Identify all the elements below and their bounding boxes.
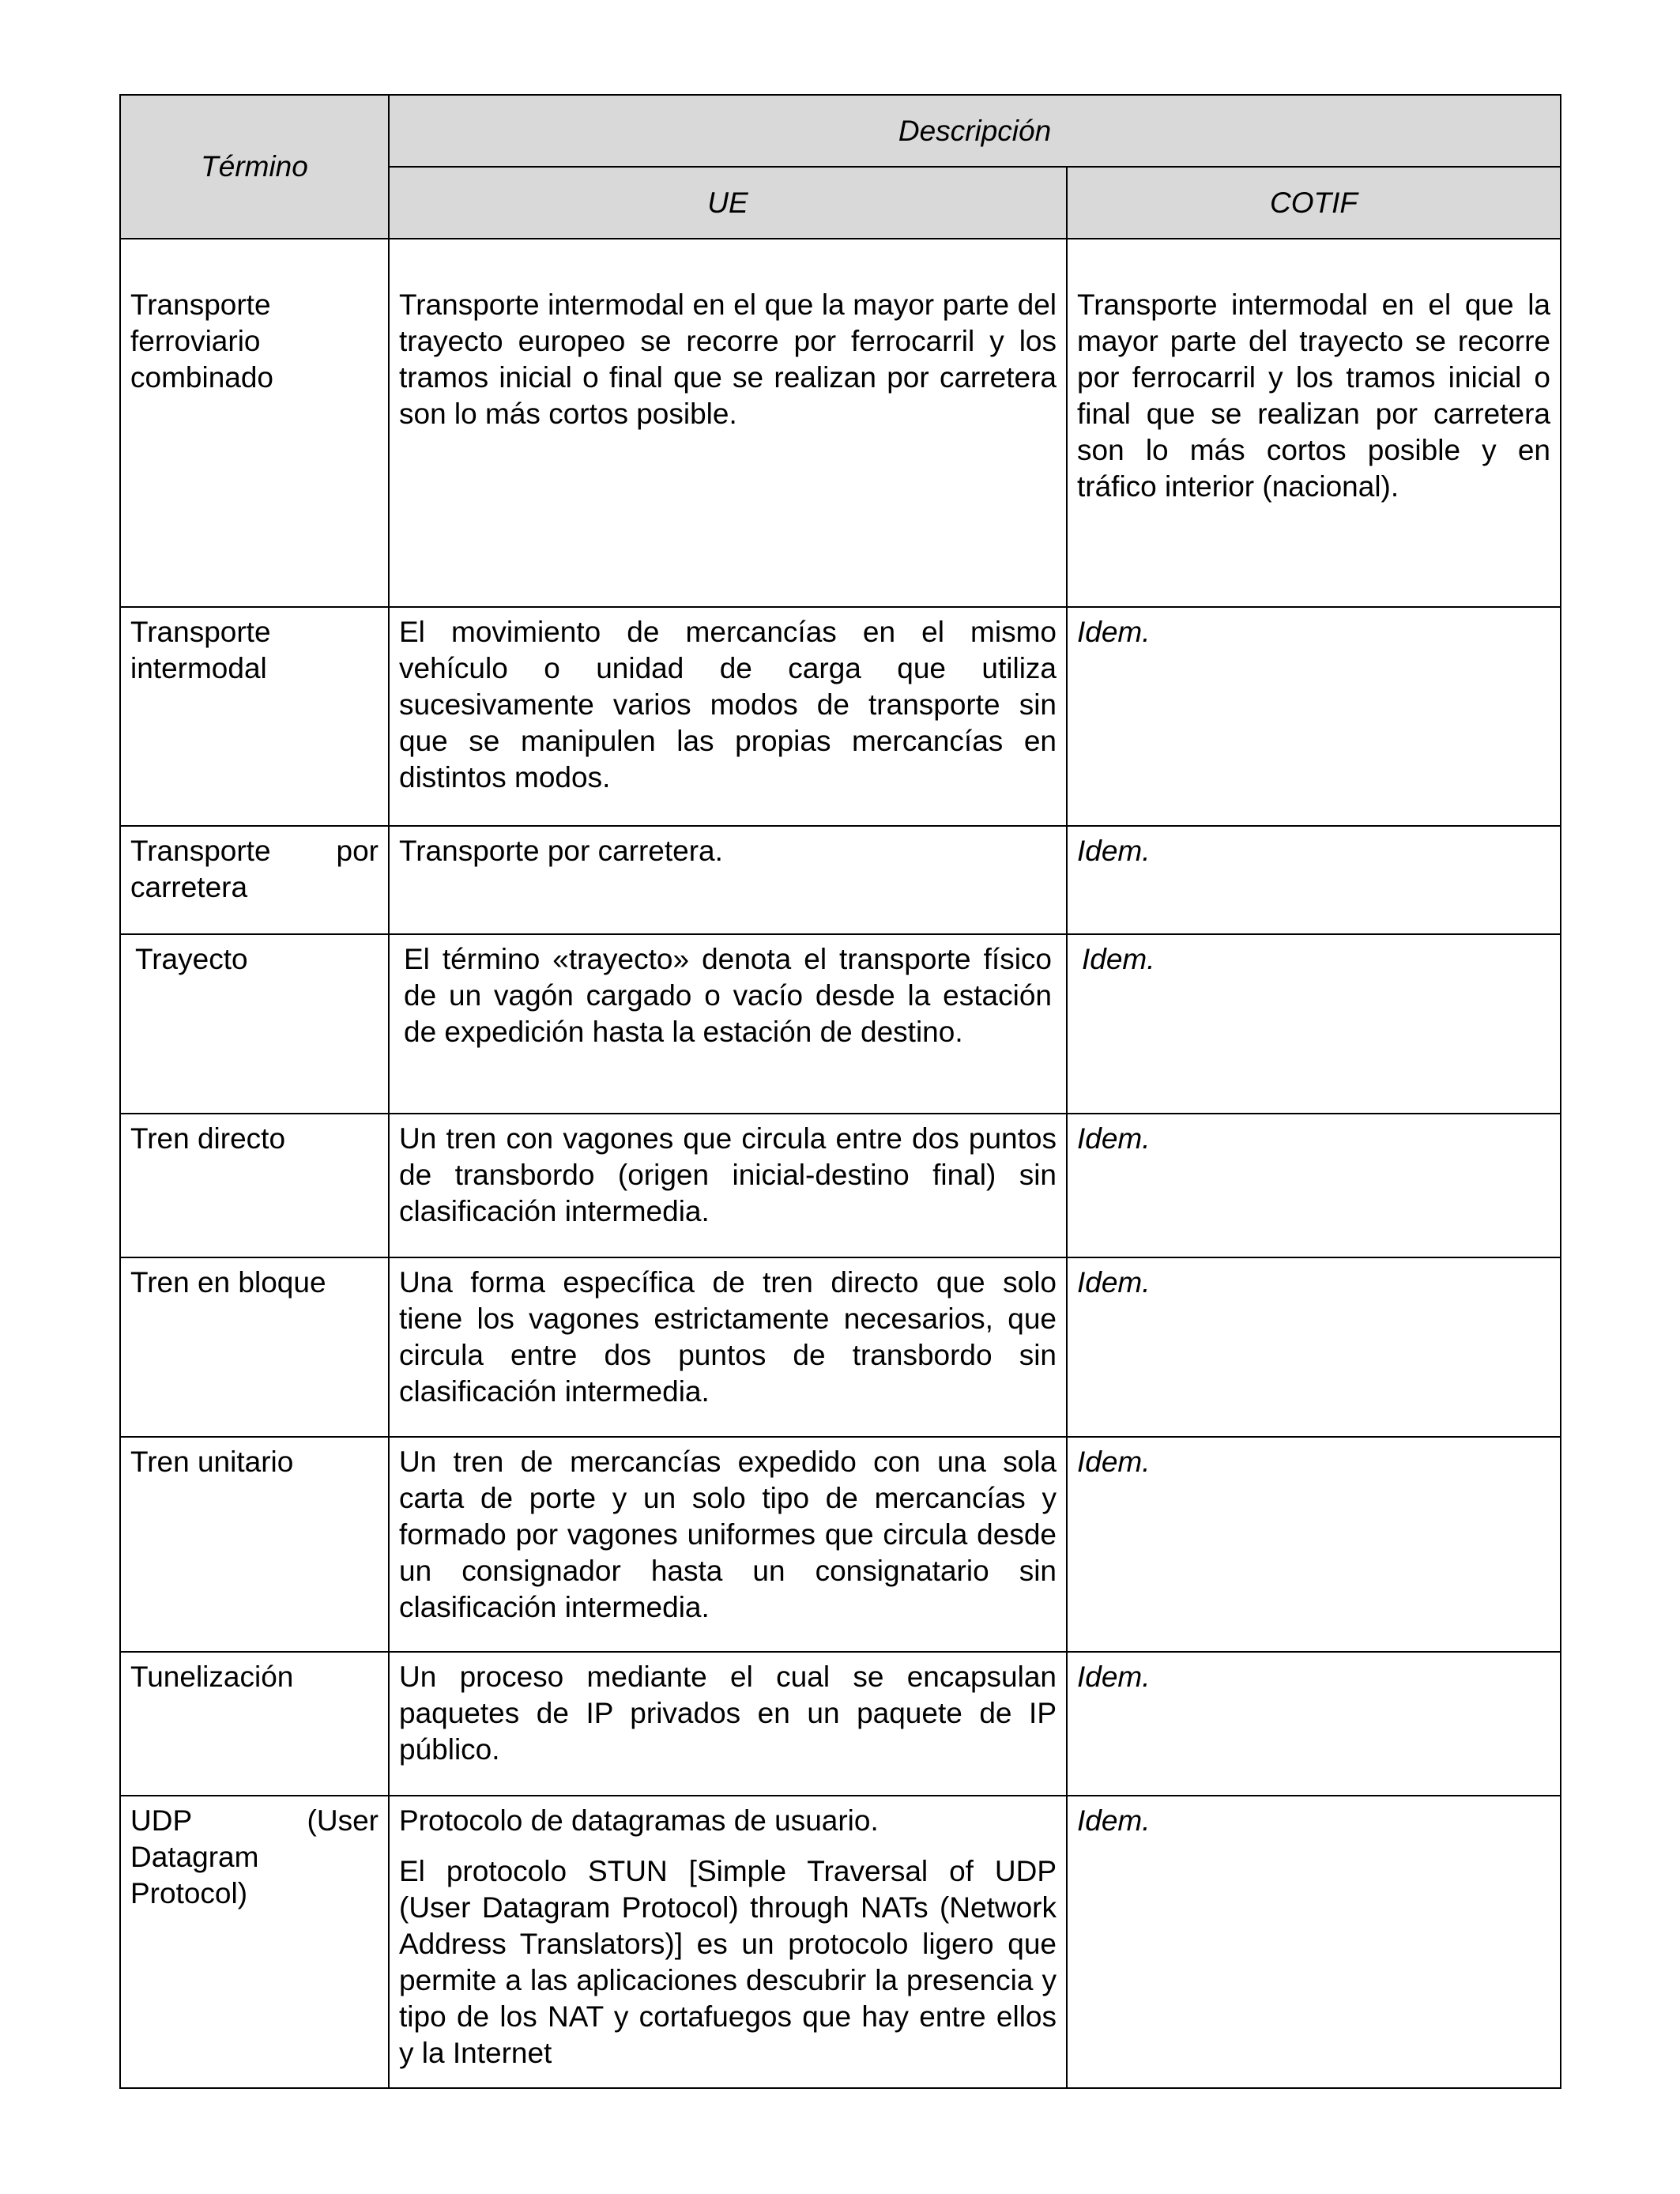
ue-description-text: El término «trayecto» denota el transporte físico de un vagón cargado o vacío desde la estación de expedición hasta la estación de destino. <box>404 943 1052 1048</box>
ue-description-text: El movimiento de mercancías en el mismo vehículo o unidad de carga que utiliza sucesivamente varios modos de transporte sin que se manipulen las propias mercancías en distintos modos. <box>399 616 1057 794</box>
cotif-description-cell: Idem. <box>1067 1437 1561 1652</box>
ue-description-text: Un proceso mediante el cual se encapsulan paquetes de IP privados en un paquete de IP público. <box>399 1661 1057 1766</box>
term-cell: Tren unitario <box>120 1437 389 1652</box>
table-row <box>120 607 1561 826</box>
ue-description-cell <box>389 1652 1067 1796</box>
ue-description-text: Un tren con vagones que circula entre dos puntos de transbordo (origen inicial-destino final) sin clasificación intermedia. <box>399 1122 1057 1227</box>
ue-description-cell <box>389 607 1067 826</box>
glossary-table <box>119 94 1561 2089</box>
table-row <box>120 1437 1561 1652</box>
ue-description-text: Transporte por carretera. <box>399 835 723 867</box>
table-row <box>120 1652 1561 1796</box>
ue-description-text: Transporte intermodal en el que la mayor parte del trayecto europeo se recorre por ferrocarril y los tramos inicial o final que se realizan por carretera son lo más cortos posible. <box>399 288 1057 430</box>
ue-description-cell <box>389 239 1067 607</box>
table-row <box>120 1257 1561 1437</box>
table-header <box>120 95 1561 239</box>
ue-description-text: Un tren de mercancías expedido con una sola carta de porte y un solo tipo de mercancías y formado por vagones uniformes que circula desde un consignador hasta un consignatario sin clasificación intermedia. <box>399 1446 1057 1623</box>
ue-description-cell <box>389 1257 1067 1437</box>
table-row <box>120 826 1561 934</box>
term-cell: Tren directo <box>120 1114 389 1257</box>
cotif-description-cell: Transporte intermodal en el que la mayor parte del trayecto se recorre por ferrocarril y los tramos inicial o final que se realizan por carretera son lo más cortos posible y en tráfico interior (nacional). <box>1067 239 1561 607</box>
header-ue: UE <box>389 167 1067 239</box>
term-cell: Tunelización <box>120 1652 389 1796</box>
cotif-description-cell: Idem. <box>1067 826 1561 934</box>
table-row <box>120 934 1561 1114</box>
ue-description-text: Una forma específica de tren directo que solo tiene los vagones estrictamente necesarios, que circula entre dos puntos de transbordo sin clasificación intermedia. <box>399 1266 1057 1408</box>
ue-description-cell <box>389 1114 1067 1257</box>
cotif-description-cell: Idem. <box>1067 607 1561 826</box>
cotif-description-cell: Idem. <box>1067 1257 1561 1437</box>
header-cotif: COTIF <box>1067 167 1561 239</box>
ue-description-cell <box>389 934 1067 1114</box>
table-row <box>120 1796 1561 2088</box>
table-row <box>120 239 1561 607</box>
ue-description-text-continued: El protocolo STUN [Simple Traversal of UDP (User Datagram Protocol) through NATs (Network Address Translators)] es un protocolo ligero que permite a las aplicaciones descubrir la presencia y tipo de los NAT y cortafuegos que hay entre ellos y la Internet <box>399 1855 1057 2069</box>
term-cell: Tren en bloque <box>120 1257 389 1437</box>
ue-description-cell <box>389 1796 1067 2088</box>
header-term: Término <box>120 95 389 239</box>
term-cell: Transporte intermodal <box>120 607 389 826</box>
term-cell: UDP (User Datagram Protocol) <box>120 1796 389 2088</box>
term-cell: Transporte por carretera <box>120 826 389 934</box>
term-cell: Transporte ferroviario combinado <box>120 239 389 607</box>
term-cell: Trayecto <box>120 934 389 1114</box>
ue-description-text: Protocolo de datagramas de usuario. <box>399 1804 879 1837</box>
ue-description-cell <box>389 1437 1067 1652</box>
table-body <box>120 239 1561 2088</box>
ue-description-cell <box>389 826 1067 934</box>
cotif-description-cell: Idem. <box>1067 1796 1561 2088</box>
header-description: Descripción <box>389 95 1561 167</box>
cotif-description-cell: Idem. <box>1067 1652 1561 1796</box>
table-row <box>120 1114 1561 1257</box>
cotif-description-cell: Idem. <box>1067 1114 1561 1257</box>
cotif-description-cell: Idem. <box>1067 934 1561 1114</box>
